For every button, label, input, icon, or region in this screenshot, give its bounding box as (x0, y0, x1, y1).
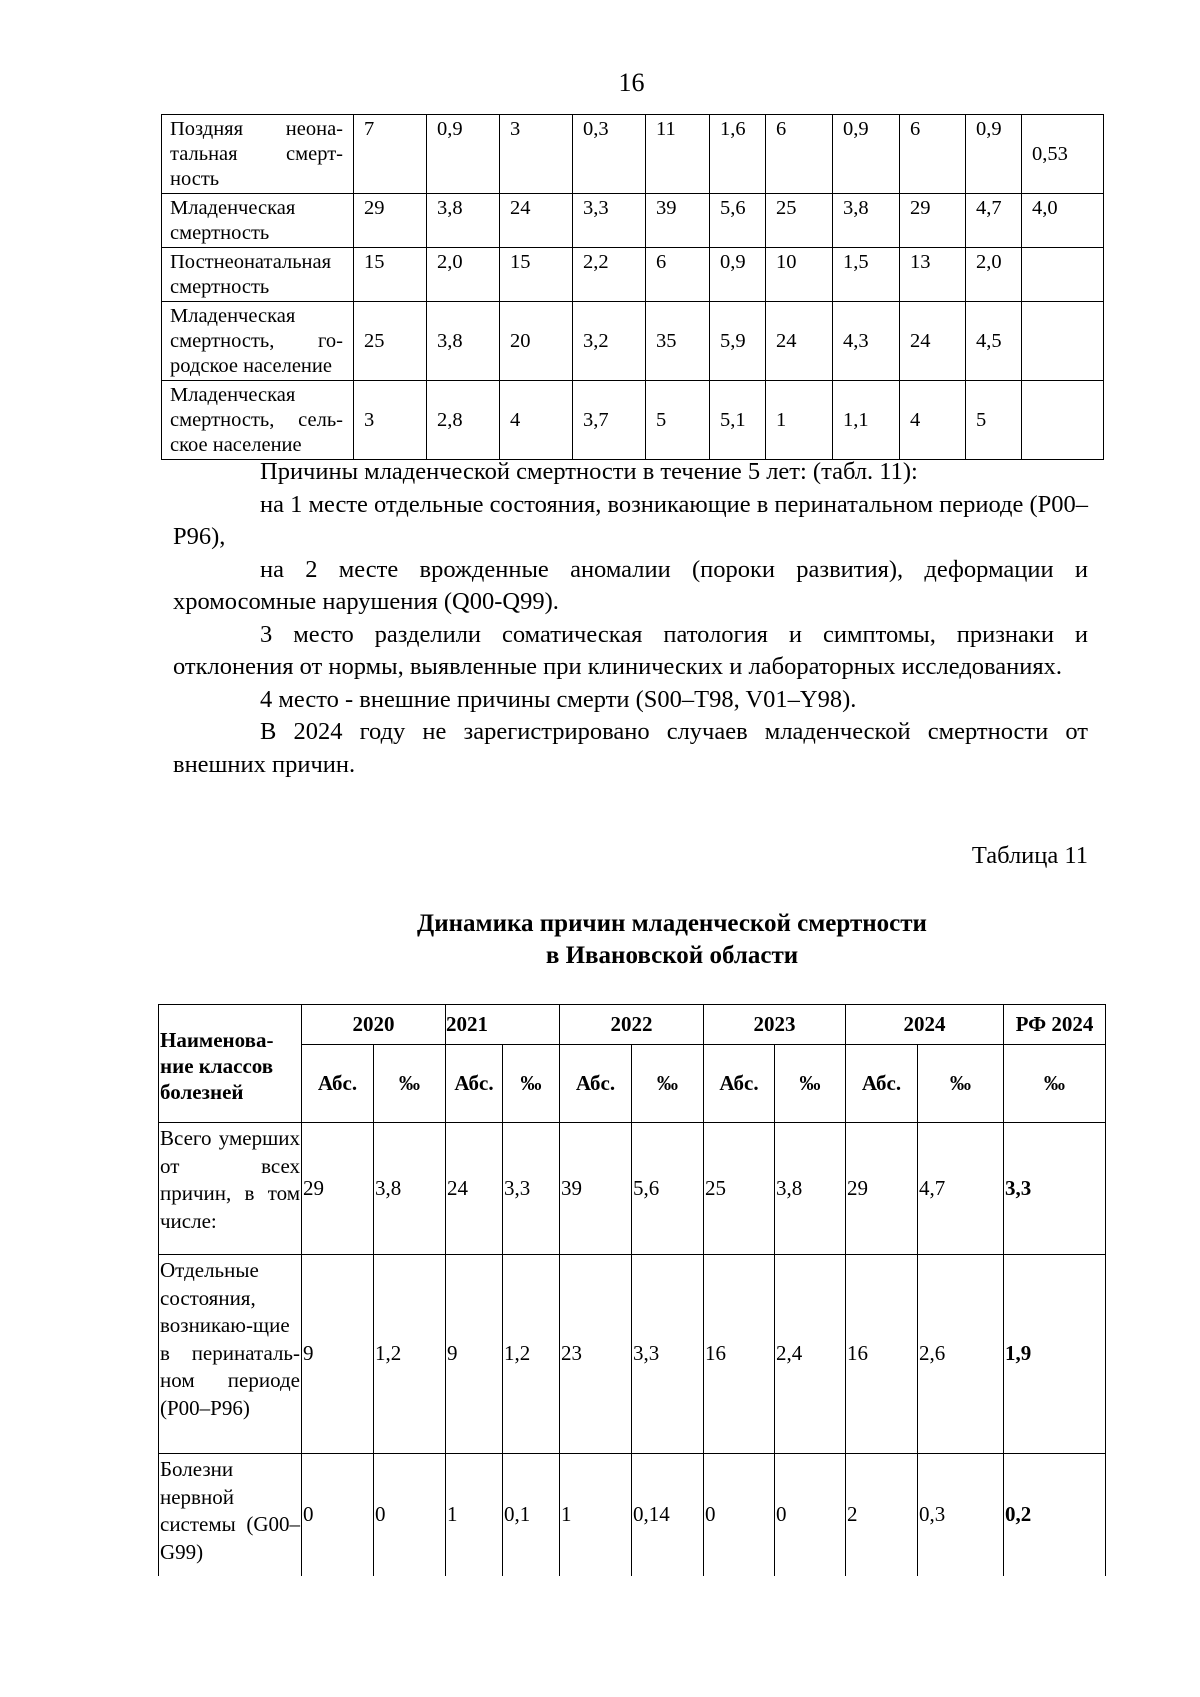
table-cell: 0,3 (573, 115, 646, 194)
column-header-year: РФ 2024 (1004, 1005, 1106, 1045)
row-label: Младенческая смертность, сель-ское население (162, 381, 354, 460)
table-cell: 9 (446, 1255, 503, 1454)
table-cell: 0,3 (918, 1454, 1004, 1576)
table-cell: 3,3 (632, 1255, 704, 1454)
table-cell: 3,8 (833, 194, 900, 248)
table-cell: 3,8 (374, 1123, 446, 1255)
table-cell: 2,2 (573, 248, 646, 302)
table-cell: 4 (900, 381, 966, 460)
table-cell: 1,5 (833, 248, 900, 302)
subheader-row (159, 1045, 1106, 1123)
table-row (159, 1255, 1106, 1454)
table-cell: 29 (302, 1123, 374, 1255)
body-text (173, 456, 1088, 781)
table-cell: 4,3 (833, 302, 900, 381)
table-cell: 2,0 (427, 248, 500, 302)
column-header-abs: Абс. (704, 1045, 775, 1123)
table-cell: 23 (560, 1255, 632, 1454)
column-header-permille: ‰ (1004, 1045, 1106, 1123)
table-cell: 24 (446, 1123, 503, 1255)
table-cell: 5 (646, 381, 710, 460)
table-cell: 24 (900, 302, 966, 381)
column-header-disease-class: Наименова-ние классов болезней (159, 1005, 302, 1123)
column-header-year: 2020 (302, 1005, 446, 1045)
table-row (162, 302, 1104, 381)
table-cell: 3,3 (1004, 1123, 1106, 1255)
table-row (162, 115, 1104, 194)
table-row (162, 381, 1104, 460)
table-cell: 10 (766, 248, 833, 302)
paragraph: 3 место разделили соматическая патология и симптомы, признаки и отклонения от нормы, выявленные при клинических и лабораторных исследованиях. (173, 620, 1088, 680)
table-cell: 3,2 (573, 302, 646, 381)
row-label: Отдельные состояния, возникаю-щие в перинаталь-ном периоде (P00–P96) (159, 1255, 302, 1454)
table-cell: 3,3 (573, 194, 646, 248)
table-cell: 4,0 (1022, 194, 1104, 248)
row-label: Младенческая смертность, го-родское население (162, 302, 354, 381)
table-row (162, 194, 1104, 248)
table-cell: 1,6 (710, 115, 766, 194)
page-number: 16 (618, 68, 645, 97)
row-label: Болезни нервной системы (G00–G99) (159, 1454, 302, 1576)
column-header-abs: Абс. (560, 1045, 632, 1123)
table-cell: 4,5 (966, 302, 1022, 381)
table-cell: 35 (646, 302, 710, 381)
table-row (162, 248, 1104, 302)
table-cell: 5,6 (632, 1123, 704, 1255)
table-row (159, 1454, 1106, 1576)
column-header-year: 2023 (704, 1005, 846, 1045)
table-cell: 11 (646, 115, 710, 194)
table-cell: 6 (900, 115, 966, 194)
table-cell: 1,2 (503, 1255, 560, 1454)
table-cell: 0 (704, 1454, 775, 1576)
table-cell: 6 (766, 115, 833, 194)
table-cell: 0,14 (632, 1454, 704, 1576)
table-cell: 1 (560, 1454, 632, 1576)
table-cell: 0,9 (710, 248, 766, 302)
table-cell: 25 (354, 302, 427, 381)
table-cell: 2,0 (966, 248, 1022, 302)
table-cell: 4,7 (966, 194, 1022, 248)
table-cell: 24 (766, 302, 833, 381)
table-cell: 0,9 (427, 115, 500, 194)
table-cell: 0,2 (1004, 1454, 1106, 1576)
row-label: Поздняя неона-тальная смерт-ность (162, 115, 354, 194)
table-cell: 24 (500, 194, 573, 248)
table-cell (1022, 248, 1104, 302)
table-caption: Таблица 11 (971, 842, 1088, 869)
table-cell: 4,7 (918, 1123, 1004, 1255)
infant-mortality-causes-table (158, 1004, 1106, 1576)
table-cell: 0 (374, 1454, 446, 1576)
table-cell: 13 (900, 248, 966, 302)
table-cell: 16 (846, 1255, 918, 1454)
table-cell: 15 (354, 248, 427, 302)
table-cell: 20 (500, 302, 573, 381)
table-cell: 15 (500, 248, 573, 302)
column-header-abs: Абс. (446, 1045, 503, 1123)
table-cell: 7 (354, 115, 427, 194)
row-label: Младенческая смертность (162, 194, 354, 248)
table-cell: 29 (354, 194, 427, 248)
table-cell: 5,6 (710, 194, 766, 248)
table-cell: 2,8 (427, 381, 500, 460)
row-label: Всего умерших от всех причин, в том числе: (159, 1123, 302, 1255)
paragraph: 4 место - внешние причины смерти (S00–T98, V01–Y98). (260, 685, 857, 713)
paragraph: на 2 месте врожденные аномалии (пороки развития), деформации и хромосомные нарушения (Q00-Q99). (173, 555, 1088, 615)
column-header-permille: ‰ (918, 1045, 1004, 1123)
table-cell: 0,9 (833, 115, 900, 194)
table-cell: 0 (775, 1454, 846, 1576)
table-cell: 3,7 (573, 381, 646, 460)
table-cell: 2 (846, 1454, 918, 1576)
mortality-continuation-table (161, 114, 1104, 460)
table-cell: 1 (446, 1454, 503, 1576)
column-header-year: 2022 (560, 1005, 704, 1045)
table-cell: 5,9 (710, 302, 766, 381)
table-cell: 39 (560, 1123, 632, 1255)
paragraph: В 2024 году не зарегистрировано случаев младенческой смертности от внешних причин. (173, 718, 1088, 778)
table-cell: 4 (500, 381, 573, 460)
table-cell: 1,2 (374, 1255, 446, 1454)
table-cell: 0,9 (966, 115, 1022, 194)
table-cell: 16 (704, 1255, 775, 1454)
table-cell: 5 (966, 381, 1022, 460)
column-header-permille: ‰ (374, 1045, 446, 1123)
table-cell: 2,6 (918, 1255, 1004, 1454)
column-header-permille: ‰ (775, 1045, 846, 1123)
table-cell: 1,1 (833, 381, 900, 460)
table-cell: 29 (846, 1123, 918, 1255)
table-cell: 3,8 (427, 194, 500, 248)
table-cell: 9 (302, 1255, 374, 1454)
table-cell: 25 (704, 1123, 775, 1255)
table-cell: 0,53 (1022, 115, 1104, 194)
column-header-year: 2024 (846, 1005, 1004, 1045)
table-cell: 2,4 (775, 1255, 846, 1454)
table-row (159, 1123, 1106, 1255)
table-cell: 3,8 (775, 1123, 846, 1255)
table-cell: 0,1 (503, 1454, 560, 1576)
paragraph: на 1 месте отдельные состояния, возникающие в перинатальном периоде (P00–P96), (173, 490, 1088, 550)
table-cell: 1,9 (1004, 1255, 1106, 1454)
table-title-line: в Ивановской области (545, 942, 799, 969)
column-header-abs: Абс. (302, 1045, 374, 1123)
table-cell: 3 (354, 381, 427, 460)
table-cell (1022, 381, 1104, 460)
table-cell: 6 (646, 248, 710, 302)
column-header-year: 2021 (446, 1005, 560, 1045)
table-cell: 25 (766, 194, 833, 248)
table-cell: 1 (766, 381, 833, 460)
column-header-permille: ‰ (503, 1045, 560, 1123)
table-title (0, 908, 1200, 972)
table-cell: 0 (302, 1454, 374, 1576)
table-cell: 3,8 (427, 302, 500, 381)
column-header-permille: ‰ (632, 1045, 704, 1123)
table-title-line: Динамика причин младенческой смертности (417, 910, 927, 937)
table-cell: 5,1 (710, 381, 766, 460)
table-cell: 29 (900, 194, 966, 248)
table-cell: 3,3 (503, 1123, 560, 1255)
paragraph: Причины младенческой смертности в течение 5 лет: (табл. 11): (260, 458, 918, 485)
column-header-abs: Абс. (846, 1045, 918, 1123)
table-cell: 3 (500, 115, 573, 194)
header-row (159, 1005, 1106, 1045)
row-label: Постнеонатальная смертность (162, 248, 354, 302)
table-cell (1022, 302, 1104, 381)
table-cell: 39 (646, 194, 710, 248)
